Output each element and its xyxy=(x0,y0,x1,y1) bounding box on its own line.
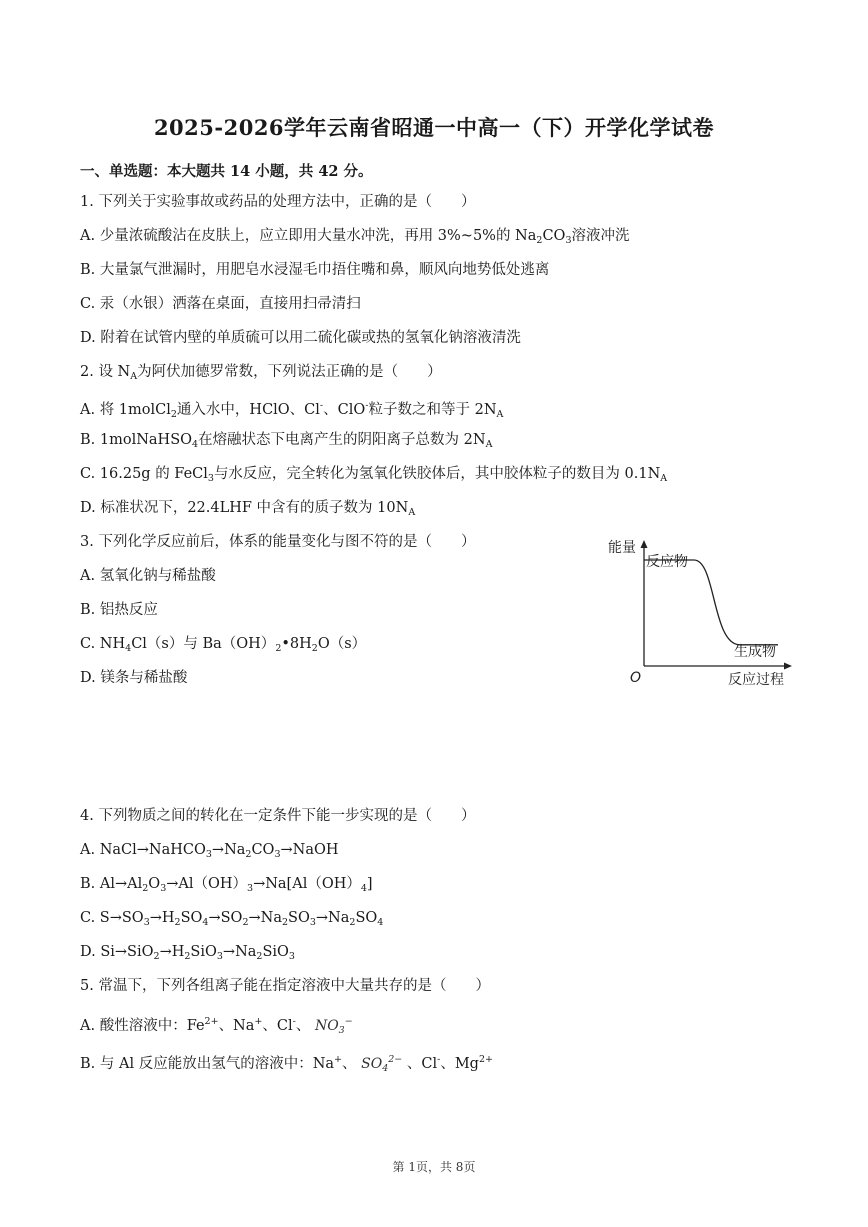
q3-option-b: B. 铝热反应 xyxy=(80,602,158,618)
sulfate-ion: $SO_4^{2-}$ xyxy=(361,1054,403,1074)
energy-curve xyxy=(644,560,778,645)
q2-stem: 2. 设 $N_A$为阿伏加德罗常数，下列说法正确的是（ ） xyxy=(80,364,442,382)
q5-option-b: B. 与 Al 反应能放出氢气的溶液中：Na+、 $SO_4^{2-}$ 、Cl-、$Mg^{2+}$ xyxy=(80,1054,493,1074)
x-axis-label: 反应过程 xyxy=(728,672,784,688)
section-heading: 一、单选题：本大题共 14 小题，共 42 分。 xyxy=(80,163,373,180)
q2-option-d: D. 标准状况下，22.4LHF 中含有的质子数为 $10N_A$ xyxy=(80,500,416,518)
y-axis-label: 能量 xyxy=(608,540,636,556)
q2-option-c: C. 16.25g 的 FeCl$_3$与水反应，完全转化为氢氧化铁胶体后，其中胶体粒子的数目为 $0.1N_A$ xyxy=(80,466,668,484)
origin-label: O xyxy=(630,670,642,686)
q5-option-a: A. 酸性溶液中：$Fe^{2+}$、Na+、Cl-、 $NO_3^-$ xyxy=(80,1016,353,1036)
q4-option-d: D. $Si\to SiO_2\to H_2SiO_3\to Na_2SiO_3$ xyxy=(80,944,295,962)
page-footer: 第 1页，共 8页 xyxy=(392,1160,476,1174)
q2-option-a: A. 将 1molCl$_2$通入水中，HClO、Cl-、ClO-粒子数之和等于 $2N_A$ xyxy=(80,400,504,420)
q2-option-b: B. 1molNaHSO$_4$在熔融状态下电离产生的阴阳离子总数为 $2N_A$ xyxy=(80,432,493,450)
q1-option-b: B. 大量氯气泄漏时，用肥皂水浸湿毛巾捂住嘴和鼻，顺风向地势低处逃离 xyxy=(80,262,550,278)
q1-option-a: A. 少量浓硫酸沾在皮肤上，应立即用大量水冲洗，再用 3%~5%的 $Na_2CO_3$溶液冲洗 xyxy=(80,228,630,246)
page-title: 2025-2026学年云南省昭通一中高一（下）开学化学试卷 xyxy=(153,115,715,140)
q3-option-a: A. 氢氧化钠与稀盐酸 xyxy=(80,568,216,584)
q4-option-c: C. $S\to SO_3\to H_2SO_4\to SO_2\to Na_2SO_3\to Na_2SO_4$ xyxy=(80,910,384,928)
product-label: 生成物 xyxy=(734,644,776,660)
q1-option-c: C. 汞（水银）洒落在桌面，直接用扫帚清扫 xyxy=(80,296,361,312)
nitrate-ion: $NO_3^-$ xyxy=(314,1016,353,1036)
reactant-label: 反应物 xyxy=(646,554,688,570)
q4-option-a: A. $NaCl\to NaHCO_3\to Na_2CO_3\to NaOH$ xyxy=(80,842,339,860)
q4-option-b: B. $Al\to Al_2O_3\to Al(OH)_3\to Na[Al(OH)_4]$ xyxy=(80,876,373,894)
q3-option-c: C. $NH_4Cl(s)$与 $Ba(OH)_2•8H_2O(s)$ xyxy=(80,636,367,654)
q3-stem: 3. 下列化学反应前后，体系的能量变化与图不符的是（ ） xyxy=(80,534,476,550)
q3-option-d: D. 镁条与稀盐酸 xyxy=(80,670,188,686)
energy-diagram xyxy=(600,530,800,695)
q4-stem: 4. 下列物质之间的转化在一定条件下能一步实现的是（ ） xyxy=(80,808,476,824)
q1-stem: 1. 下列关于实验事故或药品的处理方法中，正确的是（ ） xyxy=(80,194,476,210)
q5-stem: 5. 常温下，下列各组离子能在指定溶液中大量共存的是（ ） xyxy=(80,978,490,994)
q1-option-d: D. 附着在试管内壁的单质硫可以用二硫化碳或热的氢氧化钠溶液清洗 xyxy=(80,330,521,346)
